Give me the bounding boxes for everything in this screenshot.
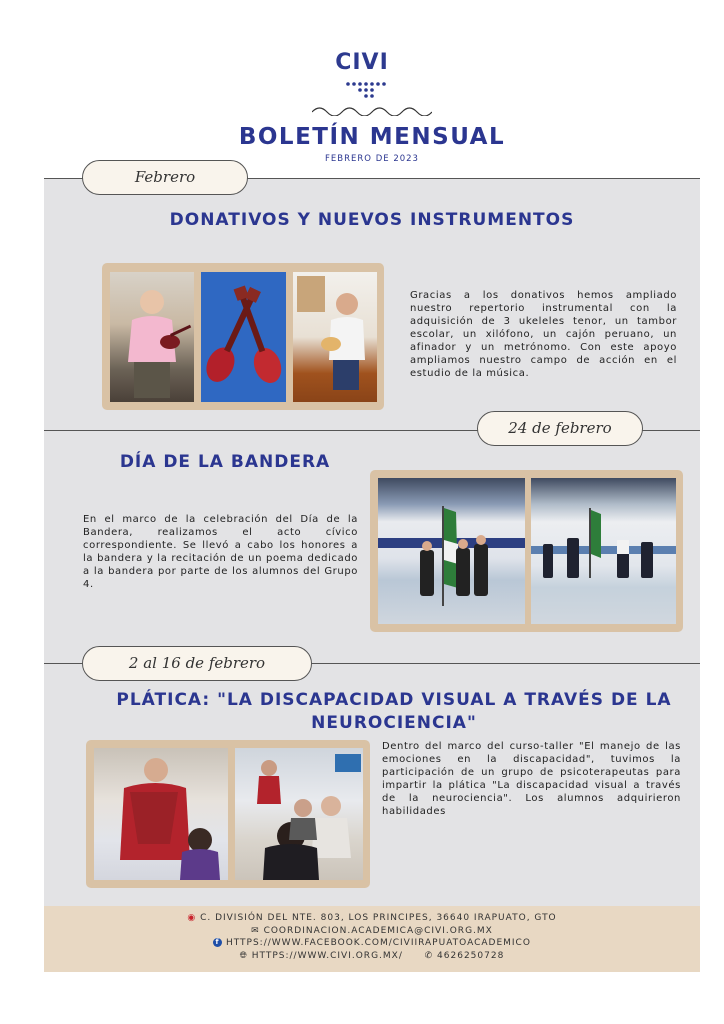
section-date-pill: Febrero [82, 160, 248, 195]
web-phone-line [44, 951, 700, 961]
photo-civic-act [531, 478, 676, 624]
section-text: En el marco de la celebración del Día de la Bandera, realizamos el acto cívico correspondiente. Se llevó a cabo los honores a la bandera y la recitación de un poema dedicado a la bandera por parte de los alumnos del Grupo 4. [83, 514, 358, 590]
email-text[interactable]: COORDINACION.ACADEMICA@CIVI.ORG.MX [263, 926, 493, 936]
photo-frame [102, 263, 384, 410]
photo-talk-2 [235, 748, 363, 880]
wave-divider-icon [312, 104, 432, 116]
location-pin-icon: ◉ [187, 913, 197, 923]
phone-text[interactable]: 4626250728 [437, 951, 505, 961]
globe-icon: 🌐︎ [239, 951, 248, 961]
logo-text: CIVI [335, 50, 389, 75]
address-text: C. DIVISIÓN DEL NTE. 803, LOS PRINCIPES, 36640 IRAPUATO, GTO [200, 913, 557, 923]
facebook-icon: f [213, 938, 222, 947]
photo-frame [86, 740, 370, 888]
section-title-line2: NEUROCIENCIA" [311, 713, 477, 733]
address-line [44, 913, 700, 923]
photo-flag-ceremony [378, 478, 525, 624]
phone-icon: ✆ [424, 951, 434, 961]
contact-footer [44, 906, 700, 972]
section-title-line1: PLÁTICA: "LA DISCAPACIDAD VISUAL A TRAVÉS DE LA [116, 690, 672, 710]
logo-dots-icon [342, 80, 392, 100]
email-line[interactable] [44, 926, 700, 936]
section-title: DÍA DE LA BANDERA [119, 452, 331, 472]
website-text[interactable]: HTTPS://WWW.CIVI.ORG.MX/ [251, 951, 403, 961]
newsletter-title: BOLETÍN MENSUAL [238, 124, 506, 150]
photo-ukuleles [201, 272, 286, 402]
photo-frame [370, 470, 683, 632]
section-title: DONATIVOS Y NUEVOS INSTRUMENTOS [169, 210, 575, 230]
facebook-text[interactable]: HTTPS://WWW.FACEBOOK.COM/CIVIIRAPUATOACADEMICO [225, 938, 531, 948]
section-date-pill: 24 de febrero [477, 411, 643, 446]
section-text: Gracias a los donativos hemos ampliado nuestro repertorio instrumental con la adquisición de 3 ukeleles tenor, un tambor escolar, un xilófono, un cajón peruano, un afinador y un metrónomo. Con este apoyo ampliamos nuestro campo de acción en el estudio de la música. [410, 290, 677, 379]
newsletter-date: FEBRERO DE 2023 [325, 154, 419, 164]
envelope-icon: ✉ [251, 926, 260, 936]
section-date-pill: 2 al 16 de febrero [82, 646, 312, 681]
section-text: Dentro del marco del curso-taller "El manejo de las emociones en la discapacidad", tuvimos la participación de un grupo de psicoterapeutas para impartir la plática "La discapacidad visual a través de la neurociencia". Los alumnos adquirieron habilidades [382, 741, 681, 817]
photo-girl-playing [293, 272, 377, 402]
photo-girl-ukulele [110, 272, 194, 402]
facebook-line[interactable] [44, 938, 700, 948]
photo-talk-1 [94, 748, 228, 880]
